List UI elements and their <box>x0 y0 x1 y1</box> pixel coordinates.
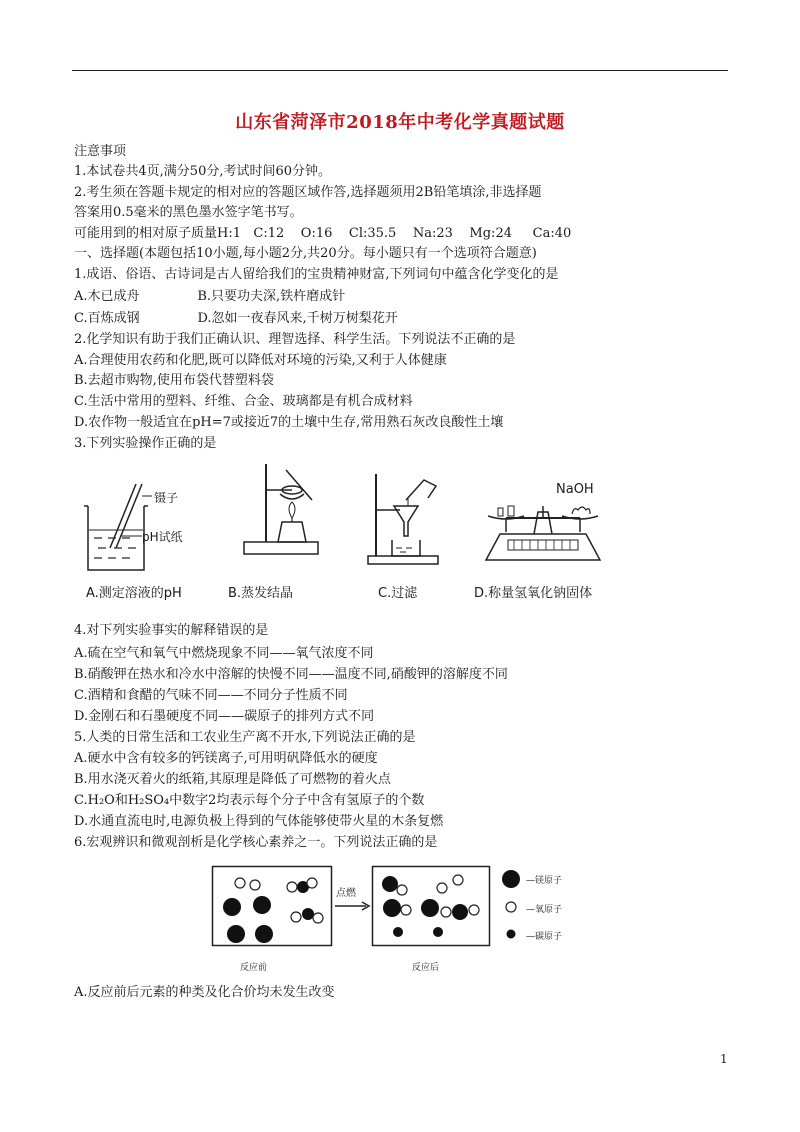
legend-mg-icon <box>500 868 522 890</box>
naoh-label: NaOH <box>556 482 594 497</box>
evaporation-figure <box>236 460 326 560</box>
text-line: 6.宏观辨识和微观剖析是化学核心素养之一。下列说法正确的是 <box>74 835 438 850</box>
text-line: 2.化学知识有助于我们正确认识、理智选择、科学生活。下列说法不正确的是 <box>74 332 516 347</box>
page-number: 1 <box>720 1052 728 1066</box>
text-line: A.硫在空气和氧气中燃烧现象不同——氧气浓度不同 <box>74 646 374 661</box>
option-b-label: B.蒸发结晶 <box>228 586 294 601</box>
text-line: D.金刚石和石墨硬度不同——碳原子的排列方式不同 <box>74 709 375 724</box>
text-line: 一、选择题(本题包括10小题,每小题2分,共20分。每小题只有一个选项符合题意) <box>74 246 537 261</box>
reaction-after-box <box>372 866 490 946</box>
legend-c-icon <box>505 928 517 940</box>
tweezers-label: 镊子 <box>154 491 179 505</box>
text-line: 注意事项 <box>74 144 127 159</box>
after-label: 反应后 <box>412 963 440 973</box>
header-rule <box>72 70 728 71</box>
text-line: B.去超市购物,使用布袋代替塑料袋 <box>74 373 274 388</box>
text-line: 1.本试卷共4页,满分50分,考试时间60分钟。 <box>74 164 332 179</box>
reaction-before-box <box>212 866 332 946</box>
legend-mg-label: —镁原子 <box>526 876 563 886</box>
text-line: 5.人类的日常生活和工农业生产离不开水,下列说法正确的是 <box>74 730 416 745</box>
ignite-label: 点燃 <box>336 888 356 899</box>
text-line: 4.对下列实验事实的解释错误的是 <box>74 623 269 638</box>
text-line: 1.成语、俗语、古诗词是古人留给我们的宝贵精神财富,下列词句中蕴含化学变化的是 <box>74 267 559 282</box>
legend-o-icon <box>504 900 518 914</box>
legend-o-label: —氧原子 <box>526 905 563 915</box>
text-line: D.农作物一般适宜在pH=7或接近7的土壤中生存,常用熟石灰改良酸性土壤 <box>74 415 504 430</box>
option-d-label: D.称量氢氧化钠固体 <box>474 586 593 601</box>
reaction-arrow <box>334 900 370 912</box>
text-line: B.硝酸钾在热水和冷水中溶解的快慢不同——温度不同,硝酸钾的溶解度不同 <box>74 667 508 682</box>
legend-c-label: —碳原子 <box>526 932 563 942</box>
text-line: 3.下列实验操作正确的是 <box>74 436 217 451</box>
before-label: 反应前 <box>240 963 268 973</box>
text-line: 2.考生须在答题卡规定的相对应的答题区域作答,选择题须用2B铅笔填涂,非选择题 <box>74 185 542 200</box>
text-line: C.酒精和食醋的气味不同——不同分子性质不同 <box>74 688 348 703</box>
ph-paper-label: pH试纸 <box>142 530 183 544</box>
text-line: B.用水浇灭着火的纸箱,其原理是降低了可燃物的着火点 <box>74 772 391 787</box>
text-line: A.合理使用农药和化肥,既可以降低对环境的污染,又利于人体健康 <box>74 353 447 368</box>
filtration-figure <box>366 470 446 570</box>
text-line: C.生活中常用的塑料、纤维、合金、玻璃都是有机合成材料 <box>74 394 413 409</box>
text-line: 可能用到的相对原子质量H:1 C:12 O:16 Cl:35.5 Na:23 Mg:24 Ca:40 <box>74 226 572 241</box>
text-line: D.水通直流电时,电源负极上得到的气体能够使带火星的木条复燃 <box>74 814 444 829</box>
text-line: C.百炼成钢 D.忽如一夜春风来,千树万树梨花开 <box>74 311 398 326</box>
text-line: A.木已成舟 B.只要功夫深,铁杵磨成针 <box>74 289 346 304</box>
text-line: 答案用0.5毫米的黑色墨水签字笔书写。 <box>74 205 303 220</box>
page-title: 山东省菏泽市2018年中考化学真题试题 <box>235 112 565 133</box>
text-line: A.反应前后元素的种类及化合价均未发生改变 <box>74 985 335 1000</box>
option-a-label: A.测定溶液的pH <box>86 586 182 601</box>
option-c-label: C.过滤 <box>378 586 418 601</box>
text-line: A.硬水中含有较多的钙镁离子,可用明矾降低水的硬度 <box>74 751 378 766</box>
text-line: C.H₂O和H₂SO₄中数字2均表示每个分子中含有氢原子的个数 <box>74 793 425 808</box>
